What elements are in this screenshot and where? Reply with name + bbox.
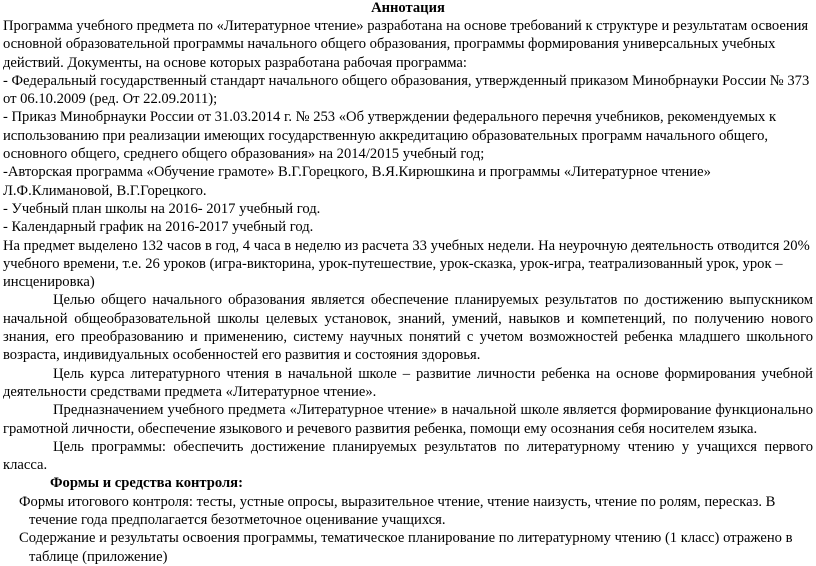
doc-item-order: - Приказ Минобрнауки России от 31.03.2014 г. № 253 «Об утверждении федерального перечня учебников, рекомендуемых к использованию при реализации имеющих государственную аккредитацию образовательных программ начального общего, основного общего, среднего общего образования» на 2014/2015 учебный год; [3,109,777,163]
forms-heading: Формы и средства контроля: [50,475,243,492]
doc-item-author-program: -Авторская программа «Обучение грамоте» В.Г.Горецкого, В.Я.Кирюшкина и программы «Литературное чтение» Л.Ф.Климановой, В.Г.Горецкого. [3,164,711,199]
intro-paragraph: Программа учебного предмета по «Литературное чтение» разработана на основе требований к структуре и результатам освоения основной образовательной программы начального общего образования, программы формирования универсальных учебных действий. Документы, на основе которых разработана рабочая программа: [3,18,809,71]
content-paragraph: Содержание и результаты освоения программы, тематическое планирование по литературному чтению (1 класс) отражено в таблице (приложение) [19,530,793,565]
goal-program-paragraph: Цель программы: обеспечить достижение планируемых результатов по литературному чтению у учащихся первого класса. [3,438,813,474]
forms-paragraph: Формы итогового контроля: тесты, устные опросы, выразительное чтение, чтение наизусть, чтение по ролям, пересказ. В течение года предполагается безотметочное оценивание учащихся. [19,493,776,529]
purpose-paragraph: Предназначением учебного предмета «Литературное чтение» в начальной школе является формирование функционально грамотной личности, обеспечение языкового и речевого развития ребенка, помощи ему осознания себя носителем языка. [3,402,813,437]
goal-course-paragraph: Цель курса литературного чтения в начальной школе – развитие личности ребенка на основе формирования учебной деятельности средствами предмета «Литературное чтение». [3,365,813,400]
doc-item-calendar: - Календарный график на 2016-2017 учебный год. [3,219,314,236]
goal-general-paragraph: Целью общего начального образования является обеспечение планируемых результатов по достижению выпускником начальной общеобразовательной школы целевых установок, знаний, умений, навыков и компетенций, по получению нового знания, его преобразованию и применению, систему научных понятий с учетом возможностей ребенка младшего школьного возраста, индивидуальных особенностей его развития и состояния здоровья. [3,292,813,364]
doc-item-school-plan: - Учебный план школы на 2016- 2017 учебный год. [3,200,321,217]
hours-paragraph: На предмет выделено 132 часов в год, 4 часа в неделю из расчета 33 учебных недели. На неурочную деятельность отводится 20% учебного времени, т.е. 26 уроков (игра-викторина, урок-путешествие, урок-сказка, урок-игра, театрализованный урок, урок – инсценировка) [3,237,810,291]
document-title: Аннотация [371,0,445,16]
doc-item-standard: - Федеральный государственный стандарт начального общего образования, утвержденный приказом Минобрнауки России № 373 от 06.10.2009 (ред. От 22.09.2011); [3,72,810,108]
